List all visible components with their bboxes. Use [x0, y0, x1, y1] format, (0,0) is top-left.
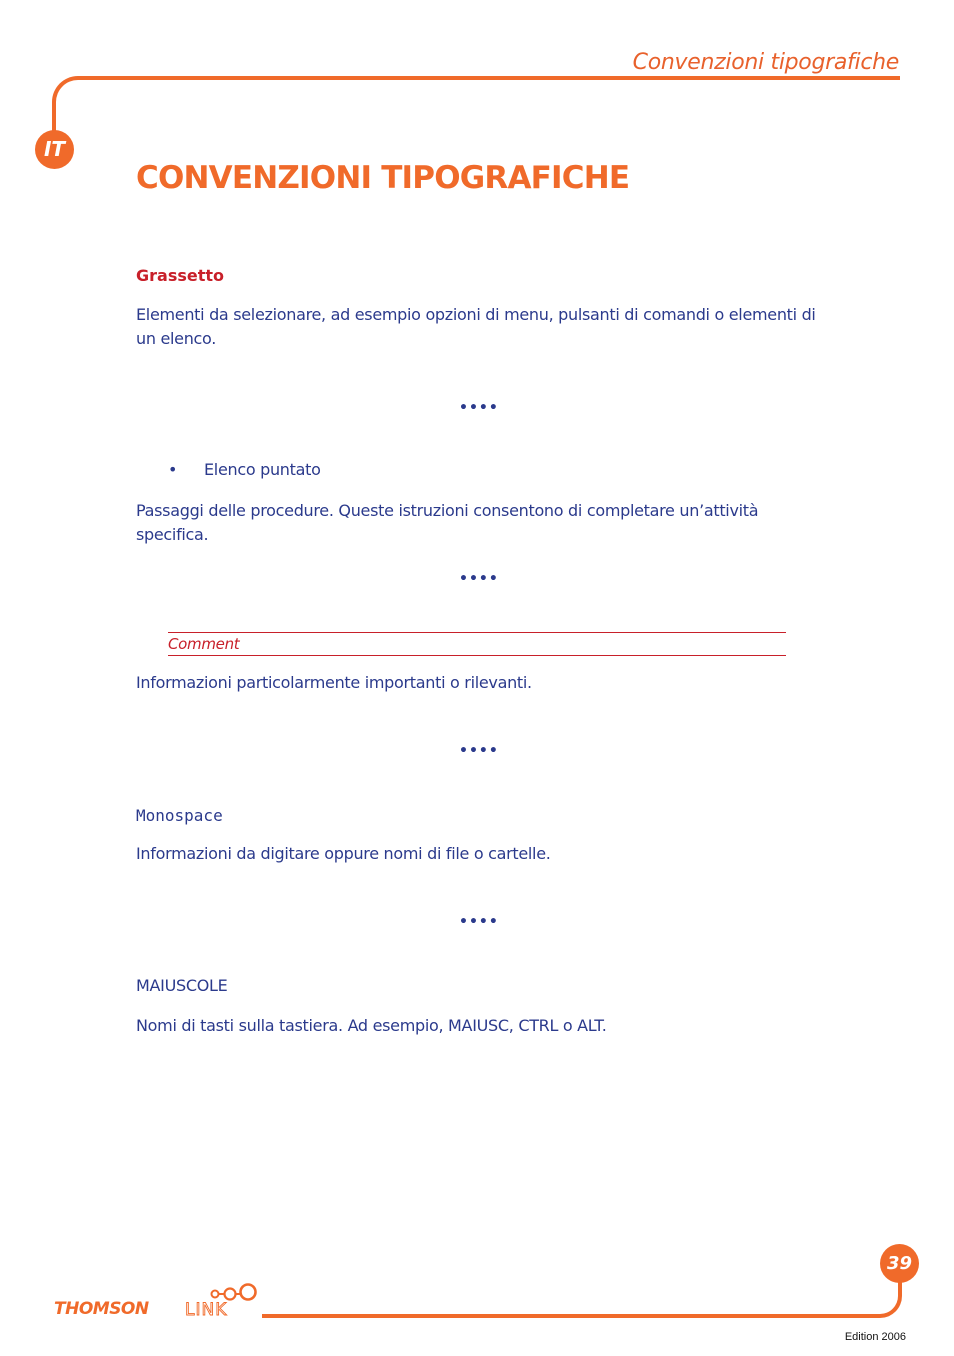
caps-convention-label: MAIUSCOLE — [136, 976, 228, 995]
logo-rings-icon — [212, 1285, 256, 1300]
page-number-badge: 39 — [880, 1244, 919, 1283]
section-separator: •••• — [459, 571, 499, 587]
section-separator: •••• — [459, 400, 499, 416]
bullet-icon: • — [168, 460, 178, 479]
caps-convention-description: Nomi di tasti sulla tastiera. Ad esempio, MAIUSC, CTRL o ALT. — [136, 1016, 607, 1035]
bullet-convention-description: Passaggi delle procedure. Queste istruzioni consentono di completare un’attività specifica. — [136, 501, 759, 544]
section-separator: •••• — [459, 743, 499, 759]
comment-convention-label: Comment — [168, 632, 786, 656]
thomson-link-logo — [54, 1282, 268, 1322]
monospace-convention-label: Monospace — [136, 806, 223, 825]
bold-convention-label: Grassetto — [136, 266, 225, 285]
header-title: Convenzioni tipografiche — [632, 50, 899, 75]
bold-convention-description: Elementi da selezionare, ad esempio opzioni di menu, pulsanti di comandi o elementi di un elenco. — [136, 305, 816, 348]
top-frame-line — [52, 76, 900, 146]
bottom-frame-line — [262, 1262, 902, 1318]
logo-product-text: LINK — [185, 1300, 228, 1320]
page-title: CONVENZIONI TIPOGRAFICHE — [136, 160, 630, 196]
section-separator: •••• — [459, 914, 499, 930]
comment-convention-description: Informazioni particolarmente importanti o rilevanti. — [136, 673, 532, 692]
monospace-convention-description: Informazioni da digitare oppure nomi di file o cartelle. — [136, 844, 551, 863]
edition-label: Edition 2006 — [844, 1331, 906, 1343]
logo-brand-text: THOMSON — [54, 1299, 149, 1319]
bullet-label-text: Elenco puntato — [204, 460, 321, 479]
bullet-convention-label — [168, 460, 321, 479]
language-badge: IT — [35, 130, 74, 169]
